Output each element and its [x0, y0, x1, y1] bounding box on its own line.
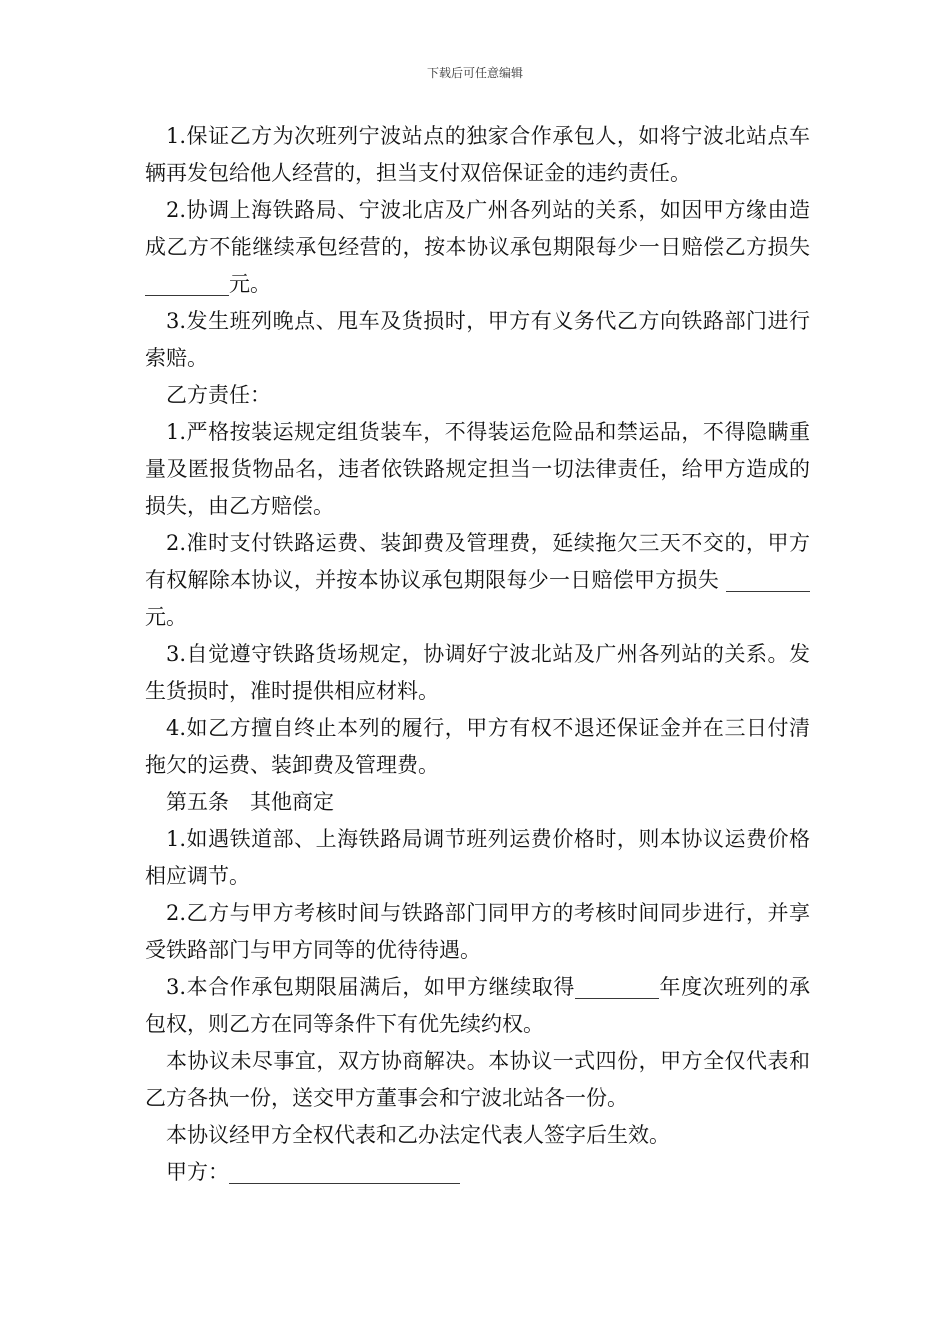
closing-paragraph: 本协议未尽事宜，双方协商解决。本协议一式四份，甲方全仅代表和乙方各执一份，送交甲方董事会和宁波北站各一份。 [145, 1049, 810, 1110]
signature-line-party-a: 甲方：______________________ [166, 1160, 460, 1184]
clause-paragraph: 3.本合作承包期限届满后，如甲方继续取得________年度次班列的承包权，则乙方在同等条件下有优先续约权。 [145, 975, 810, 1036]
section-heading-article-5: 第五条 其他商定 [166, 790, 334, 814]
clause-paragraph: 2.准时支付铁路运费、装卸费及管理费，延续拖欠三天不交的，甲方有权解除本协议，并按本协议承包期限每少一日赔偿甲方损失 ________元。 [145, 531, 810, 629]
page-header: 下载后可任意编辑 [426, 66, 523, 80]
document-body [145, 118, 810, 1191]
clause-paragraph: 2.协调上海铁路局、宁波北店及广州各列站的关系，如因甲方缘由造成乙方不能继续承包经营的，按本协议承包期限每少一日赔偿乙方损失________元。 [145, 198, 810, 296]
clause-paragraph: 4.如乙方擅自终止本列的履行，甲方有权不退还保证金并在三日付清拖欠的运费、装卸费及管理费。 [145, 716, 810, 777]
section-heading-party-b-duties: 乙方责任： [166, 383, 271, 407]
clause-paragraph: 3.发生班列晚点、甩车及货损时，甲方有义务代乙方向铁路部门进行索赔。 [145, 309, 810, 370]
clause-paragraph: 1.如遇铁道部、上海铁路局调节班列运费价格时，则本协议运费价格相应调节。 [145, 827, 810, 888]
clause-paragraph: 1.保证乙方为次班列宁波站点的独家合作承包人，如将宁波北站点车辆再发包给他人经营的，担当支付双倍保证金的违约责任。 [145, 124, 810, 185]
effective-clause: 本协议经甲方全权代表和乙办法定代表人签字后生效。 [166, 1123, 670, 1147]
clause-paragraph: 3.自觉遵守铁路货场规定，协调好宁波北站及广州各列站的关系。发生货损时，准时提供相应材料。 [145, 642, 810, 703]
clause-paragraph: 2.乙方与甲方考核时间与铁路部门同甲方的考核时间同步进行，并享受铁路部门与甲方同等的优待待遇。 [145, 901, 810, 962]
clause-paragraph: 1.严格按装运规定组货装车，不得装运危险品和禁运品，不得隐瞒重量及匿报货物品名，违者依铁路规定担当一切法律责任，给甲方造成的损失，由乙方赔偿。 [145, 420, 810, 518]
